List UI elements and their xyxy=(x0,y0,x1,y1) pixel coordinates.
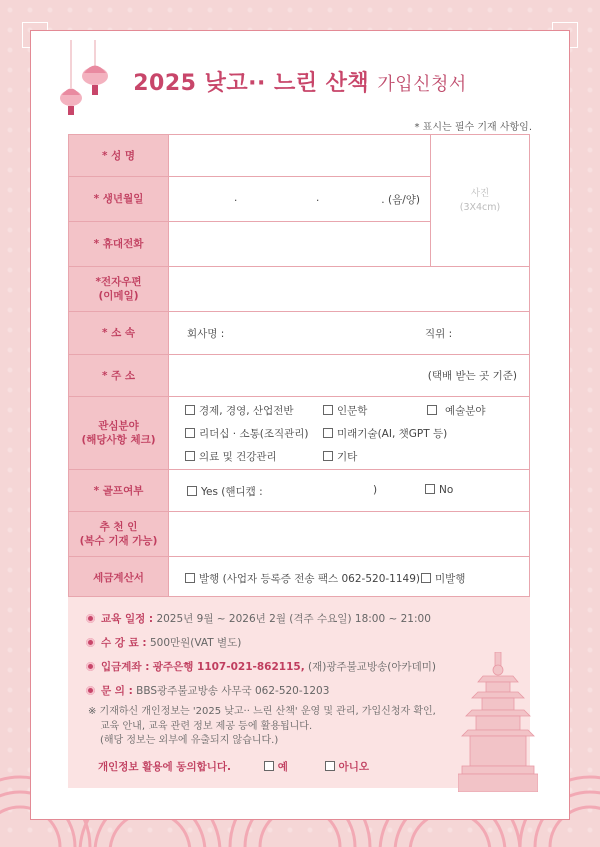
birth-calendar-type: . (음/양) xyxy=(381,194,420,206)
tax-none-option[interactable]: 미발행 xyxy=(421,571,465,586)
name-field[interactable] xyxy=(169,135,431,177)
info-contact: 문 의 : BBS광주불교방송 사무국 062-520-1203 xyxy=(86,683,329,698)
info-schedule: 교육 일정 : 2025년 9월 ~ 2026년 2월 (격주 수요일) 18:00 ~ 21:00 xyxy=(86,611,431,626)
company-label: 회사명 : xyxy=(187,328,225,340)
interest-option-health[interactable]: 의료 및 건강관리 xyxy=(185,449,277,464)
tax-issue-option[interactable]: 발행 (사업자 등록증 전송 팩스 062-520-1149) xyxy=(185,571,420,586)
photo-box[interactable] xyxy=(431,135,530,267)
golf-field xyxy=(169,470,530,512)
address-field[interactable] xyxy=(169,355,530,397)
golf-handicap-close: ) xyxy=(373,484,378,496)
tax-invoice-label: 세금계산서 xyxy=(69,557,169,599)
photo-size: (3X4cm) xyxy=(459,201,501,213)
required-note: * 표시는 필수 기재 사항임. xyxy=(414,122,532,133)
referrer-label xyxy=(69,512,169,557)
checkbox[interactable] xyxy=(264,761,274,771)
birth-label: * 생년월일 xyxy=(69,177,169,222)
checkbox[interactable] xyxy=(185,428,195,438)
birth-dot: . xyxy=(316,192,320,204)
checkbox[interactable] xyxy=(187,486,197,496)
referrer-label-line1: 추 천 인 xyxy=(99,521,138,533)
checkbox[interactable] xyxy=(427,405,437,415)
checkbox[interactable] xyxy=(185,573,195,583)
email-label-line1: *전자우편 xyxy=(95,276,142,288)
privacy-notice: ※ 기재하신 개인정보는 '2025 낮고·· 느린 산책' 운영 및 관리, 가입신청자 확인, 교육 안내, 교육 관련 정보 제공 등에 활용됩니다. (해당 정보는 외부에 유출되지 않습니다.) xyxy=(88,706,436,746)
email-label xyxy=(69,267,169,312)
birth-field[interactable] xyxy=(169,177,431,222)
interest-label xyxy=(69,397,169,470)
checkbox[interactable] xyxy=(421,573,431,583)
checkbox[interactable] xyxy=(323,428,333,438)
checkbox[interactable] xyxy=(323,405,333,415)
checkbox[interactable] xyxy=(185,405,195,415)
interest-option-future-tech[interactable]: 미래기술(AI, 챗GPT 등) xyxy=(323,426,447,441)
interest-option-humanities[interactable]: 인문학 xyxy=(323,403,367,418)
application-form xyxy=(68,134,530,599)
bullet-icon xyxy=(86,686,95,695)
info-fee: 수 강 료 : 500만원(VAT 별도) xyxy=(86,635,241,650)
affiliation-field[interactable] xyxy=(169,312,530,355)
checkbox[interactable] xyxy=(325,761,335,771)
phone-label: * 휴대전화 xyxy=(69,222,169,267)
interest-options xyxy=(169,397,530,470)
photo-text: 사진 xyxy=(470,187,490,199)
interest-label-line1: 관심분야 xyxy=(98,420,139,432)
address-label: * 주 소 xyxy=(69,355,169,397)
name-label: * 성 명 xyxy=(69,135,169,177)
consent-yes-option[interactable]: 예 xyxy=(264,759,288,774)
checkbox[interactable] xyxy=(323,451,333,461)
interest-option-leadership[interactable]: 리더십 · 소통(조직관리) xyxy=(185,426,309,441)
email-label-line2: (이메일) xyxy=(98,290,139,302)
interest-option-art[interactable]: 예술분야 xyxy=(427,403,486,418)
info-account: 입금계좌 : 광주은행 1107-021-862115, (재)광주불교방송(아카데미) xyxy=(86,659,436,674)
bullet-icon xyxy=(86,638,95,647)
address-hint: (택배 받는 곳 기준) xyxy=(427,370,517,382)
tax-invoice-field xyxy=(169,557,530,599)
consent-text: 개인정보 활용에 동의합니다. xyxy=(98,761,232,773)
email-field[interactable] xyxy=(169,267,530,312)
interest-option-economy[interactable]: 경제, 경영, 산업전반 xyxy=(185,403,294,418)
consent-no-option[interactable]: 아니오 xyxy=(325,759,369,774)
referrer-label-line2: (복수 기재 가능) xyxy=(79,535,158,547)
bullet-icon xyxy=(86,662,95,671)
golf-no-option[interactable]: No xyxy=(425,484,453,496)
bullet-icon xyxy=(86,614,95,623)
affiliation-label: * 소 속 xyxy=(69,312,169,355)
birth-dot: . xyxy=(234,192,238,204)
checkbox[interactable] xyxy=(425,484,435,494)
referrer-field[interactable] xyxy=(169,512,530,557)
interest-label-line2: (해당사항 체크) xyxy=(81,434,156,446)
phone-field[interactable] xyxy=(169,222,431,267)
title-main: 2025 낮고·· 느린 산책 xyxy=(133,71,370,96)
page-title xyxy=(0,66,600,97)
checkbox[interactable] xyxy=(185,451,195,461)
title-sub: 가입신청서 xyxy=(377,74,467,95)
position-label: 직위 : xyxy=(425,328,453,340)
golf-yes-option[interactable]: Yes (핸디캡 : xyxy=(187,484,263,499)
interest-option-other[interactable]: 기타 xyxy=(323,449,357,464)
pagoda-icon xyxy=(458,652,538,792)
golf-label: * 골프여부 xyxy=(69,470,169,512)
consent-row xyxy=(98,759,369,774)
